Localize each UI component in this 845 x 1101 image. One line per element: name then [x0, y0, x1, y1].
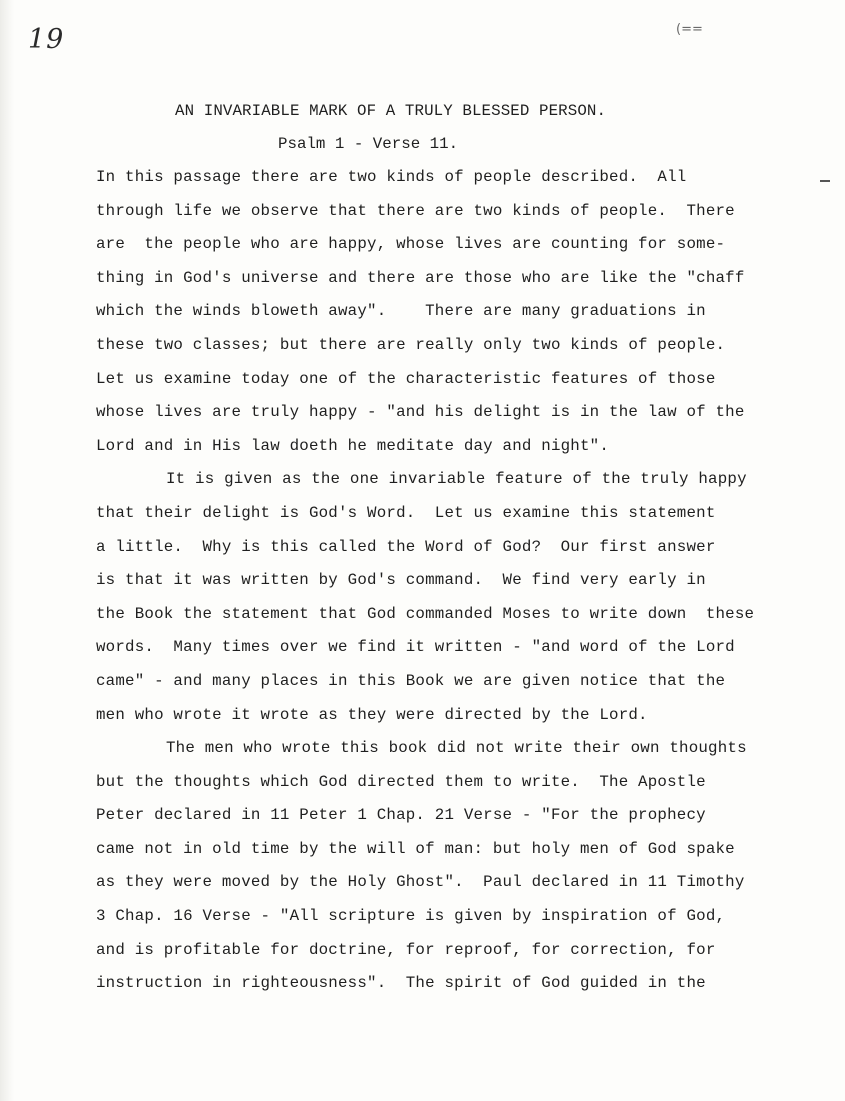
text-line: a little. Why is this called the Word of God? Our first answer	[96, 537, 716, 556]
margin-dash-mark	[820, 180, 830, 182]
document-subtitle: Psalm 1 - Verse 11.	[278, 135, 459, 153]
text-line: came" - and many places in this Book we are given notice that the	[96, 671, 726, 690]
text-line: Peter declared in 11 Peter 1 Chap. 21 Verse - "For the prophecy	[96, 806, 706, 825]
text-line: thing in God's universe and there are those who are like the "chaff	[96, 268, 745, 287]
text-line: 3 Chap. 16 Verse - "All scripture is given by inspiration of God,	[96, 907, 726, 926]
text-line: the Book the statement that God commanded Moses to write down these	[96, 604, 755, 623]
text-line: but the thoughts which God directed them to write. The Apostle	[96, 772, 706, 791]
handwritten-page-number: 19	[28, 24, 65, 55]
paragraph-start-line: It is given as the one invariable feature of the truly happy	[166, 470, 747, 489]
body-text	[96, 167, 816, 1007]
text-line: that their delight is God's Word. Let us examine this statement	[96, 503, 716, 522]
text-line: is that it was written by God's command. We find very early in	[96, 571, 706, 590]
text-line: whose lives are truly happy - "and his delight is in the law of the	[96, 403, 745, 422]
text-line: In this passage there are two kinds of people described. All	[96, 168, 687, 186]
corner-pencil-mark: (==	[676, 22, 703, 37]
text-line: men who wrote it wrote as they were directed by the Lord.	[96, 705, 648, 724]
text-line: came not in old time by the will of man: but holy men of God spake	[96, 839, 735, 858]
paragraph-start-line: The men who wrote this book did not write their own thoughts	[166, 739, 747, 758]
text-line: through life we observe that there are two kinds of people. There	[96, 201, 735, 220]
text-line: words. Many times over we find it written - "and word of the Lord	[96, 638, 735, 657]
text-line: which the winds bloweth away". There are many graduations in	[96, 302, 706, 321]
scan-edge-shadow	[0, 0, 14, 1101]
text-line: instruction in righteousness". The spirit of God guided in the	[96, 974, 706, 993]
text-line: and is profitable for doctrine, for reproof, for correction, for	[96, 940, 716, 959]
text-line: are the people who are happy, whose lives are counting for some-	[96, 235, 726, 254]
text-line: as they were moved by the Holy Ghost". Paul declared in 11 Timothy	[96, 873, 745, 892]
text-line: Lord and in His law doeth he meditate day and night".	[96, 436, 610, 455]
text-line: these two classes; but there are really only two kinds of people.	[96, 335, 726, 354]
document-title: AN INVARIABLE MARK OF A TRULY BLESSED PERSON.	[175, 102, 607, 120]
text-line: Let us examine today one of the characteristic features of those	[96, 369, 716, 388]
